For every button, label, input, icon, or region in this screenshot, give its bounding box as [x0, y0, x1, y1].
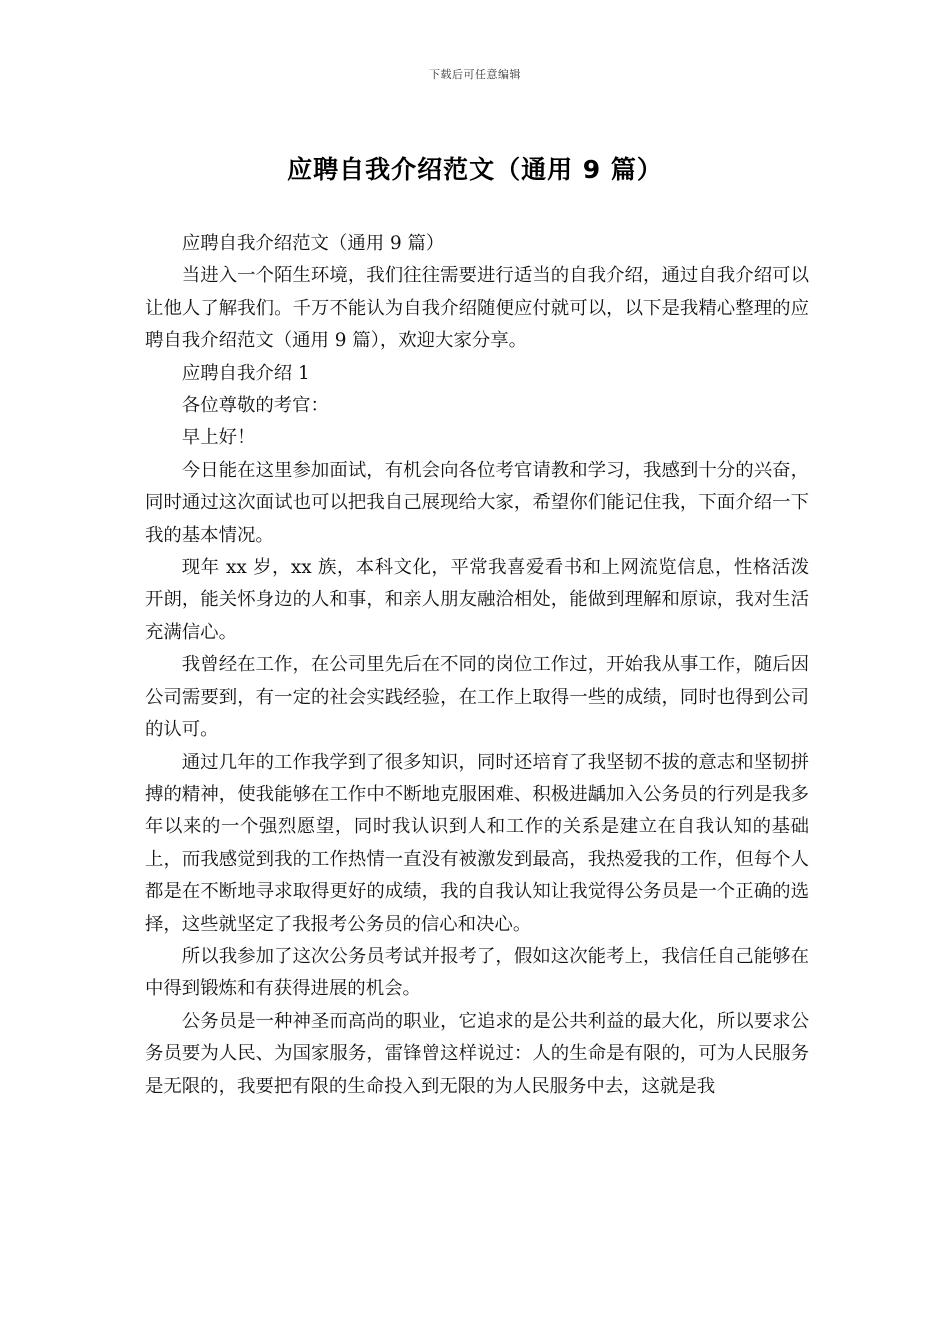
paragraph: 我曾经在工作，在公司里先后在不同的岗位工作过，开始我从事工作，随后因公司需要到，有一定的社会实践经验，在工作上取得一些的成绩，同时也得到公司的认可。 [145, 654, 809, 741]
paragraph: 现年 xx 岁，xx 族，本科文化，平常我喜爱看书和上网流览信息，性格活泼开朗，能关怀身边的人和事，和亲人朋友融洽相处，能做到理解和原谅，我对生活充满信心。 [145, 557, 809, 643]
paragraph: 公务员是一种神圣而高尚的职业，它追求的是公共利益的最大化，所以要求公务员要为人民、为国家服务，雷锋曾这样说过：人的生命是有限的，可为人民服务是无限的，我要把有限的生命投入到无限的为人民服务中去，这就是我 [145, 1010, 809, 1097]
paragraph-section-heading: 应聘自我介绍 1 [181, 362, 310, 384]
header-note: 下载后可任意编辑 [429, 68, 521, 81]
paragraph-subtitle: 应聘自我介绍范文（通用 9 篇） [181, 233, 445, 254]
paragraph-salutation: 各位尊敬的考官： [181, 395, 329, 417]
document-body [145, 228, 809, 1103]
paragraph: 所以我参加了这次公务员考试并报考了，假如这次能考上，我信任自己能够在中得到锻炼和有获得进展的机会。 [145, 945, 809, 1000]
paragraph: 通过几年的工作我学到了很多知识，同时还培育了我坚韧不拔的意志和坚韧拼搏的精神，使我能够在工作中不断地克服困难、积极进龋加入公务员的行列是我多年以来的一个强烈愿望，同时我认识到人和工作的关系是建立在自我认知的基础上，而我感觉到我的工作热情一直没有被激发到最高，我热爱我的工作，但每个人都是在不断地寻求取得更好的成绩，我的自我认知让我觉得公务员是一个正确的选择，这些就坚定了我报考公务员的信心和决心。 [145, 751, 809, 935]
paragraph-intro: 当进入一个陌生环境，我们往往需要进行适当的自我介绍，通过自我介绍可以让他人了解我们。千万不能认为自我介绍随便应付就可以，以下是我精心整理的应聘自我介绍范文（通用 9 篇），欢迎大家分享。 [145, 265, 809, 352]
paragraph-greeting: 早上好！ [181, 427, 256, 449]
paragraph: 今日能在这里参加面试，有机会向各位考官请教和学习，我感到十分的兴奋，同时通过这次面试也可以把我自己展现给大家，希望你们能记住我，下面介绍一下我的基本情况。 [145, 459, 809, 546]
document-title: 应聘自我介绍范文（通用 9 篇） [287, 155, 663, 184]
